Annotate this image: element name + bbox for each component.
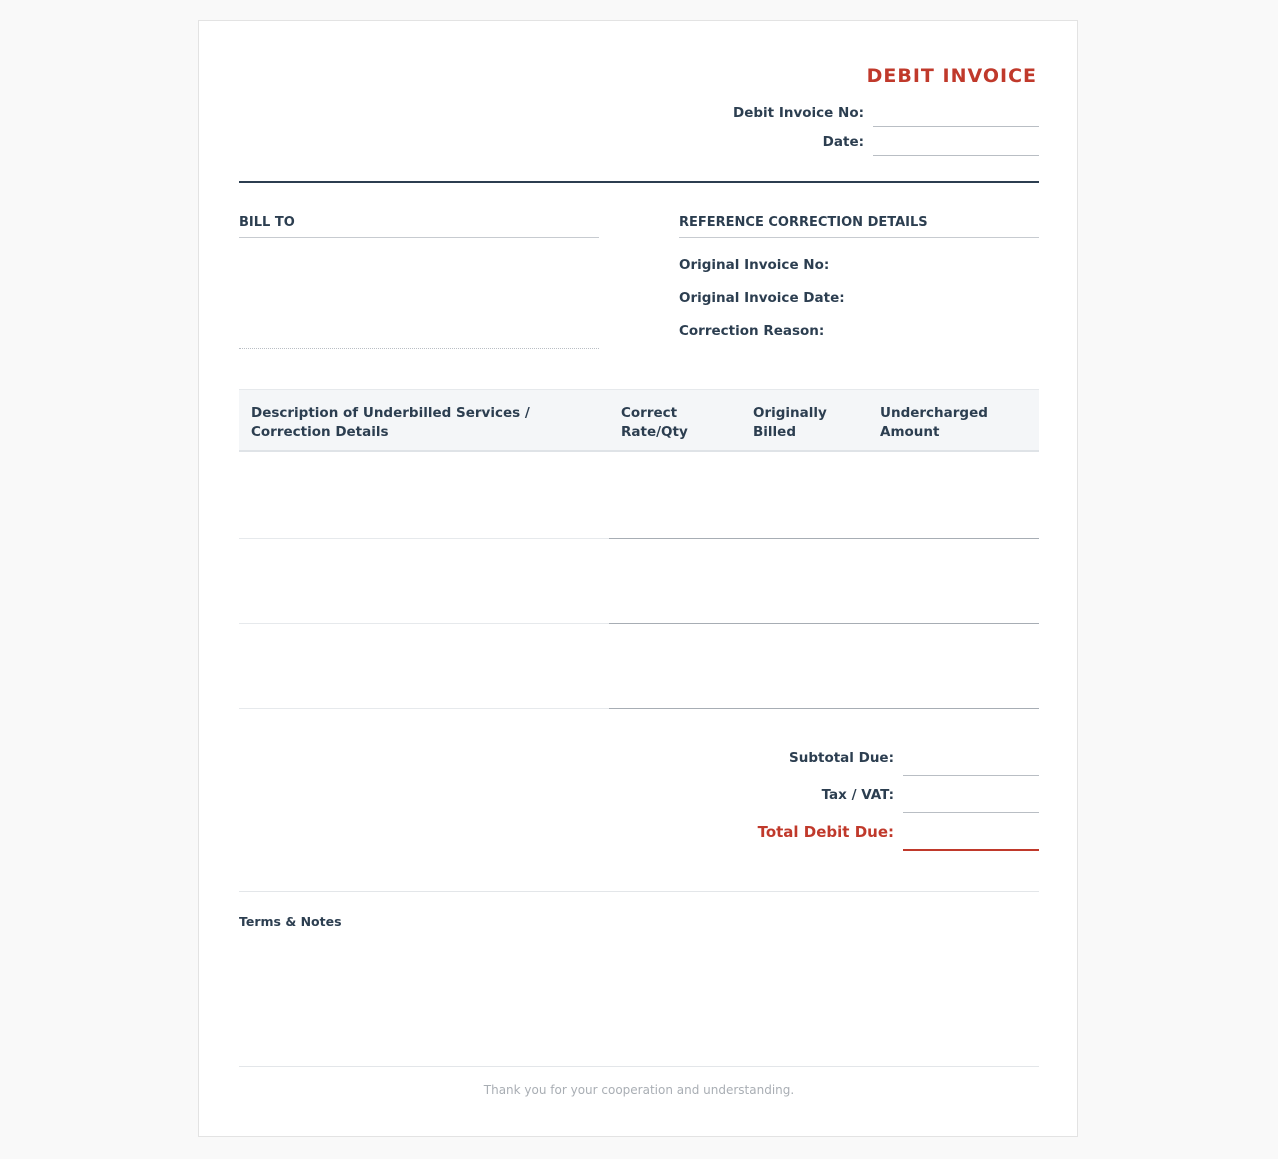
total-debit-field[interactable] xyxy=(903,849,1039,851)
items-table-header xyxy=(239,389,1039,452)
footer-divider xyxy=(239,1066,1039,1067)
document-title: DEBIT INVOICE xyxy=(866,65,1037,87)
correction-reason-label: Correction Reason: xyxy=(679,323,825,339)
header-divider xyxy=(239,181,1039,183)
original-invoice-no-label: Original Invoice No: xyxy=(679,257,830,273)
invoice-number-label: Debit Invoice No: xyxy=(733,105,864,121)
total-debit-label: Total Debit Due: xyxy=(757,823,894,841)
column-originally-billed: Originally Billed xyxy=(753,405,827,440)
date-label: Date: xyxy=(822,134,864,150)
column-correct-rate-qty: Correct Rate/Qty xyxy=(621,405,688,440)
bill-to-bottom-line xyxy=(239,348,599,349)
footer-message: Thank you for your cooperation and understanding. xyxy=(483,1083,795,1097)
terms-divider xyxy=(239,891,1039,892)
column-description: Description of Underbilled Services / Correction Details xyxy=(251,405,530,440)
table-row[interactable] xyxy=(239,624,1039,708)
tax-field[interactable] xyxy=(903,812,1039,813)
table-row[interactable] xyxy=(239,452,1039,538)
subtotal-field[interactable] xyxy=(903,775,1039,776)
bill-to-title: BILL TO xyxy=(239,215,295,230)
reference-title: REFERENCE CORRECTION DETAILS xyxy=(679,215,928,230)
terms-notes-area[interactable] xyxy=(239,936,1039,1064)
invoice-number-field[interactable] xyxy=(873,126,1039,127)
reference-divider xyxy=(679,237,1039,238)
invoice-page xyxy=(198,20,1078,1137)
original-invoice-date-label: Original Invoice Date: xyxy=(679,290,845,306)
tax-label: Tax / VAT: xyxy=(821,787,894,803)
table-row[interactable] xyxy=(239,539,1039,623)
bill-to-divider xyxy=(239,237,599,238)
row-divider xyxy=(239,708,609,709)
bill-to-address-area[interactable] xyxy=(239,241,599,347)
terms-notes-label: Terms & Notes xyxy=(239,914,342,929)
row-divider xyxy=(609,708,1039,709)
date-field[interactable] xyxy=(873,155,1039,156)
column-undercharged-amount: Undercharged Amount xyxy=(880,405,988,440)
subtotal-label: Subtotal Due: xyxy=(789,750,894,766)
